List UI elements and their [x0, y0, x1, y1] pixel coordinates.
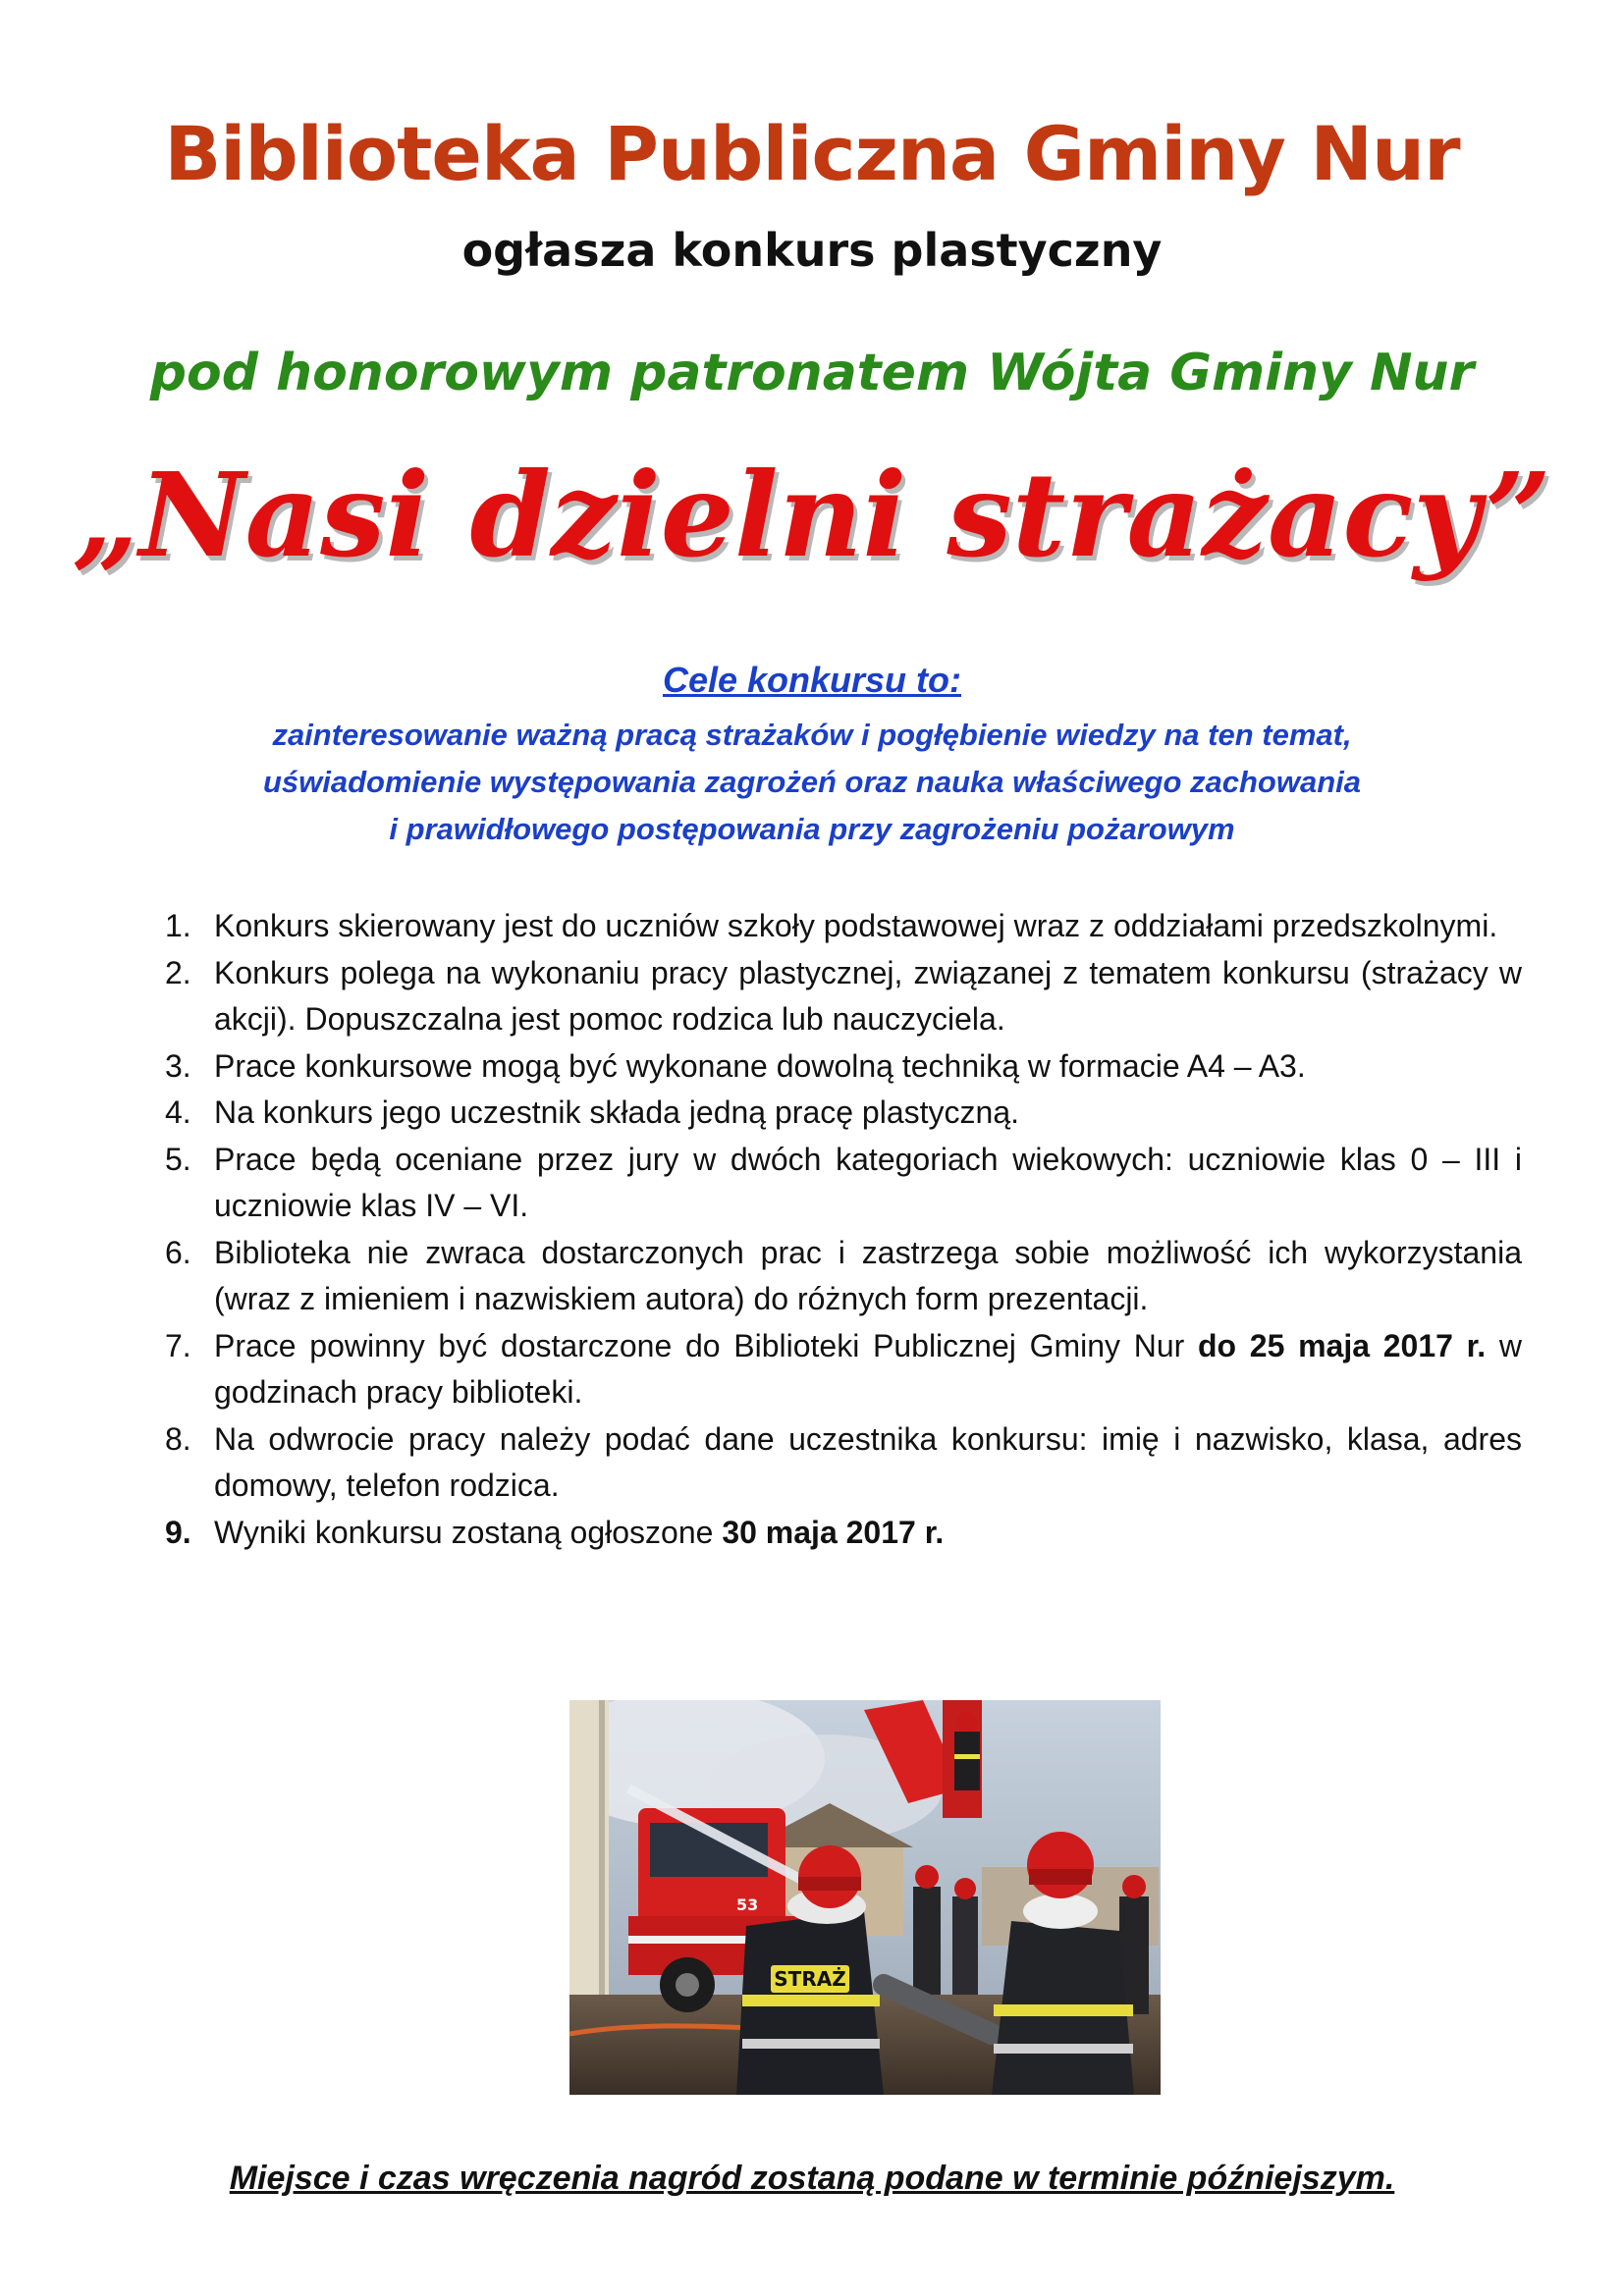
goals-line: i prawidłowego postępowania przy zagrożeniu pożarowym: [389, 812, 1235, 846]
footer-note: Miejsce i czas wręczenia nagród zostaną podane w terminie późniejszym.: [229, 2160, 1395, 2197]
rule-number: 9.: [165, 1514, 191, 1550]
rule-text: Na konkurs jego uczestnik składa jedną pracę plastyczną.: [214, 1095, 1019, 1130]
goals-line: uświadomienie występowania zagrożeń oraz nauka właściwego zachowania: [262, 765, 1362, 799]
rule-number: 8.: [165, 1420, 191, 1457]
contest-title: „Nasi dzielni strażacy”: [72, 447, 1552, 583]
rule-number: 7.: [165, 1327, 191, 1363]
firefighters-photo: [569, 1700, 1161, 2095]
rule-item: [157, 903, 1522, 950]
jacket-label: STRAŻ: [774, 1967, 846, 1991]
library-title: Biblioteka Publiczna Gminy Nur: [164, 110, 1460, 197]
goals-line: zainteresowanie ważną pracą strażaków i pogłębienie wiedzy na ten temat,: [272, 718, 1352, 752]
results-date: 30 maja 2017 r.: [722, 1514, 945, 1550]
firefighters-illustration: [569, 1700, 1161, 2095]
rule-text: Biblioteka nie zwraca dostarczonych prac i zastrzega sobie możliwość ich wykorzystania (wraz z imieniem i nazwiskiem autora) do różnych form prezentacji.: [214, 1234, 1522, 1316]
rule-number: 2.: [165, 954, 191, 990]
rule-item: [157, 1230, 1522, 1323]
rule-item: [157, 1090, 1522, 1137]
rule-text: Konkurs skierowany jest do uczniów szkoły podstawowej wraz z oddziałami przedszkolnymi.: [214, 908, 1498, 943]
rule-item: [157, 1510, 1522, 1557]
goals-text: [0, 712, 1624, 853]
rule-text: Konkurs polega na wykonaniu pracy plastycznej, związanej z tematem konkursu (strażacy w akcji). Dopuszczalna jest pomoc rodzica lub nauczyciela.: [214, 954, 1522, 1037]
rules-list: [157, 903, 1522, 1556]
announcement-subtitle: ogłasza konkurs plastyczny: [461, 224, 1163, 277]
rule-number: 3.: [165, 1047, 191, 1084]
rule-number: 6.: [165, 1234, 191, 1270]
truck-number: 53: [736, 1896, 759, 1914]
rule-text: Wyniki konkursu zostaną ogłoszone: [214, 1514, 723, 1550]
rule-item: [157, 1137, 1522, 1230]
goals-heading: Cele konkursu to:: [662, 660, 962, 700]
rule-item: [157, 1416, 1522, 1510]
rule-item: [157, 1323, 1522, 1416]
rule-text: w godzinach pracy biblioteki.: [214, 1327, 1522, 1410]
rule-number: 1.: [165, 908, 191, 943]
rule-text: Prace konkursowe mogą być wykonane dowolną techniką w formacie A4 – A3.: [214, 1047, 1306, 1084]
rule-item: [157, 950, 1522, 1043]
rule-text: Na odwrocie pracy należy podać dane uczestnika konkursu: imię i nazwisko, klasa, adres domowy, telefon rodzica.: [214, 1420, 1522, 1503]
rule-number: 4.: [165, 1095, 191, 1130]
deadline-date: do 25 maja 2017 r.: [1197, 1327, 1487, 1363]
rule-number: 5.: [165, 1141, 191, 1177]
rule-text: Prace powinny być dostarczone do Biblioteki Publicznej Gminy Nur: [214, 1327, 1198, 1363]
rule-text: Prace będą oceniane przez jury w dwóch kategoriach wiekowych: uczniowie klas 0 – III i uczniowie klas IV – VI.: [214, 1141, 1522, 1223]
patronage-line: pod honorowym patronatem Wójta Gminy Nur: [149, 344, 1475, 402]
rule-item: [157, 1043, 1522, 1091]
